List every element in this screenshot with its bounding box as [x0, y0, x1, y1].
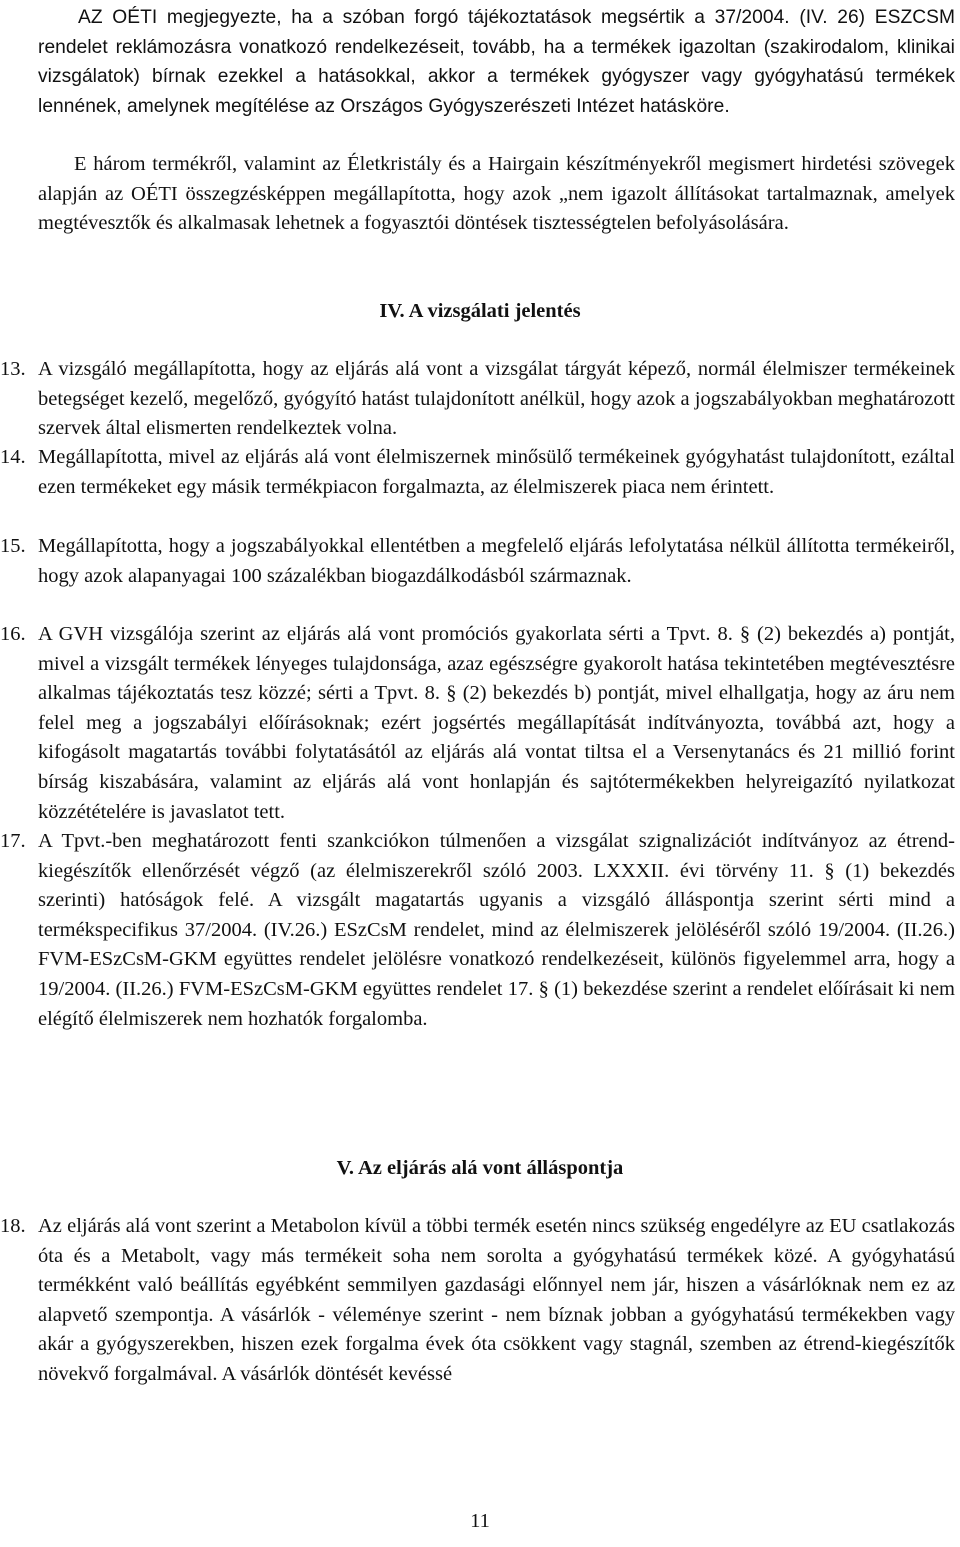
numbered-paragraph-17: [0, 827, 955, 1034]
numbered-paragraph-14: [0, 443, 955, 502]
paragraph-text: A Tpvt.-ben meghatározott fenti szankciókon túlmenően a vizsgálat szignalizációt indítványoz az étrend-kiegészítők ellenőrzését végző (az élelmiszerekről szóló 2003. LXXXII. évi törvény 11. § (1) bekezdés szerinti) hatóságok felé. A vizsgált magatartás ugyanis a vizsgáló álláspontja szerint sérti mind a termékspecifikus 37/2004. (IV.26.) ESzCsM rendelet, mind az élelmiszerek jelöléséről szóló 19/2004. (II.26.) FVM-ESzCsM-GKM együttes rendelet jelölésre vonatkozó rendelkezéseit, különös figyelemmel arra, hogy a 19/2004. (II.26.) FVM-ESzCsM-GKM együttes rendelet 17. § (1) bekezdése szerint a rendelet előírásait ki nem elégítő élelmiszerek nem hozhatók forgalomba.: [38, 830, 955, 1030]
paragraph-text: Megállapította, mivel az eljárás alá vont élelmiszernek minősülő termékeinek gyógyhatást tulajdonított, ezáltal ezen termékeket egy másik termékpiacon forgalmazta, az élelmiszerek piaca nem érintett.: [38, 446, 955, 498]
numbered-paragraph-15: [0, 532, 955, 591]
paragraph-number: 18.: [0, 1215, 26, 1237]
page-number: 11: [470, 1510, 490, 1532]
section-heading-iv: IV. A vizsgálati jelentés: [379, 300, 581, 322]
paragraph-number: 13.: [0, 358, 26, 380]
paragraph-text: Az eljárás alá vont szerint a Metabolon kívül a többi termék esetén nincs szükség engedélyre az EU csatlakozás óta és a Metabolt, vagy más termékeit soha nem sorolta a gyógyhatású termékek közé. A gyógyhatású termékként való beállítás egyébként semmilyen gazdasági előnnyel nem jár, hiszen a vásárlóknak nem ez az alapvető szempontja. A vásárlók - véleménye szerint - nem bíznak jobban a gyógyhatású termékekben vagy akár a gyógyszerekben, hiszen ezek forgalma évek óta csökkent vagy stagnál, szemben az étrend-kiegészítők növekvő forgalmával. A vásárlók döntését kevéssé: [38, 1215, 955, 1385]
paragraph-text: A GVH vizsgálója szerint az eljárás alá vont promóciós gyakorlata sérti a Tpvt. 8. § (2) bekezdés a) pontját, mivel a vizsgált termékek lényeges tulajdonsága, azaz egészségre gyakorolt hatása tekintetében megtévesztésre alkalmas tájékoztatás tesz közzé; sérti a Tpvt. 8. § (2) bekezdés b) pontját, mivel elhallgatja, hogy az áru nem felel meg a jogszabályi előírásoknak; ezért jogsértés megállapítását indítványozta, továbbá azt, hogy a kifogásolt magatartás további folytatásától az eljárás alá vontat tiltsa el a Versenytanács és 21 millió forint bírság kiszabására, valamint az eljárás alá vont honlapján és sajtótermékekben helyreigazító nyilatkozat közzétételére is javaslatot tett.: [38, 623, 955, 823]
paragraph-text: A vizsgáló megállapította, hogy az eljárás alá vont a vizsgálat tárgyát képező, normál élelmiszer termékeinek betegséget kezelő, megelőző, gyógyító hatást tulajdonított anélkül, hogy azok a jogszabályokban meghatározott szervek által elismerten rendelkeztek volna.: [38, 358, 955, 440]
paragraph-number: 17.: [0, 830, 26, 852]
paragraph-text: Megállapította, hogy a jogszabályokkal ellentétben a megfelelő eljárás lefolytatása nélkül állította termékeiről, hogy azok alapanyagai 100 százalékban biogazdálkodásból származnak.: [38, 535, 955, 587]
paragraph-number: 14.: [0, 446, 26, 468]
intro-paragraph-2: E három termékről, valamint az Életkristály és a Hairgain készítményekről megismert hirdetési szövegek alapján az OÉTI összegzésképpen megállapította, hogy azok „nem igazolt állításokat tartalmaznak, amelyek megtévesztők és alkalmasak lehetnek a fogyasztói döntések tisztességtelen befolyásolására.: [38, 153, 955, 235]
intro-paragraph-1: AZ OÉTI megjegyezte, ha a szóban forgó tájékoztatások megsértik a 37/2004. (IV. 26) ESZCSM rendelet reklámozásra vonatkozó rendelkezéseit, tovább, ha a termékek igazoltan (szakirodalom, klinikai vizsgálatok) bírnak ezekkel a hatásokkal, akkor a termékek gyógyszer vagy gyógyhatású termékek lennének, amelynek megítélése az Országos Gyógyszerészeti Intézet hatásköre.: [38, 7, 955, 117]
paragraph-number: 15.: [0, 535, 26, 557]
numbered-paragraph-16: [0, 620, 955, 827]
section-heading-v: V. Az eljárás alá vont álláspontja: [336, 1157, 624, 1179]
paragraph-number: 16.: [0, 623, 26, 645]
numbered-paragraph-13: [0, 355, 955, 444]
numbered-paragraph-18: [0, 1212, 955, 1390]
